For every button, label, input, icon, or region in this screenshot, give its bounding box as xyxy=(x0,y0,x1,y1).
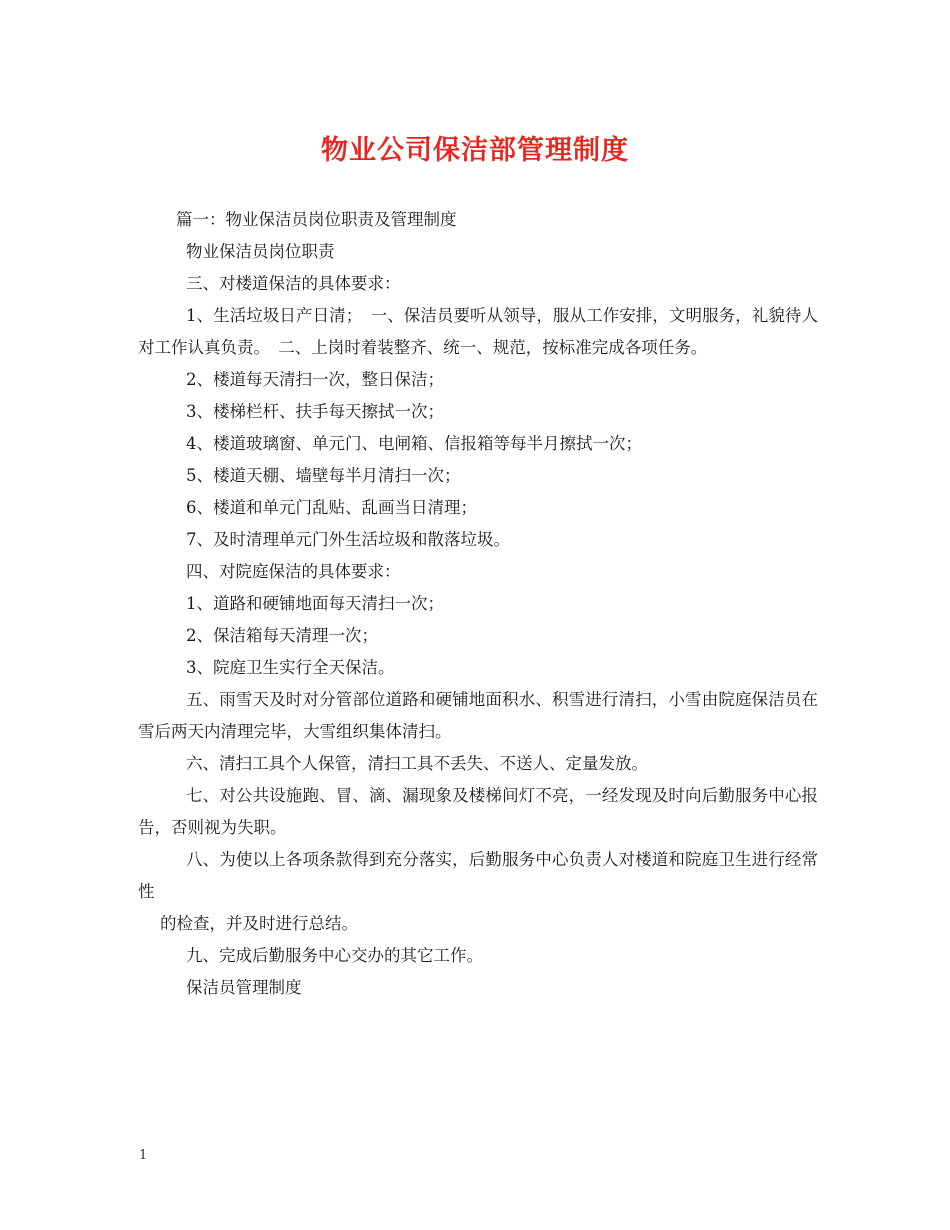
paragraph: 2、楼道每天清扫一次，整日保洁； xyxy=(186,370,444,389)
paragraph: 六、清扫工具个人保管，清扫工具不丢失、不送人、定量发放。 xyxy=(186,754,648,773)
paragraph: 5、楼道天棚、墙壁每半月清扫一次； xyxy=(186,466,461,485)
paragraph: 八、为使以上各项条款得到充分落实，后勤服务中心负责人对楼道和院庭卫生进行经常性 xyxy=(138,850,818,901)
paragraph: 的检查，并及时进行总结。 xyxy=(160,914,358,933)
paragraph: 7、及时清理单元门外生活垃圾和散落垃圾。 xyxy=(186,530,510,549)
page-number: 1 xyxy=(139,1148,148,1163)
paragraph: 七、对公共设施跑、冒、滴、漏现象及楼梯间灯不亮，一经发现及时向后勤服务中心报告，否则视为失职。 xyxy=(138,786,818,837)
paragraph: 1、道路和硬铺地面每天清扫一次； xyxy=(186,594,444,613)
subsection-heading: 保洁员管理制度 xyxy=(186,978,302,997)
paragraph: 三、对楼道保洁的具体要求： xyxy=(186,274,401,293)
paragraph: 五、雨雪天及时对分管部位道路和硬铺地面积水、积雪进行清扫，小雪由院庭保洁员在雪后两天内清理完毕，大雪组织集体清扫。 xyxy=(138,690,818,741)
paragraph: 2、保洁箱每天清理一次； xyxy=(186,626,378,645)
paragraph: 3、院庭卫生实行全天保洁。 xyxy=(186,658,395,677)
subsection-heading: 物业保洁员岗位职责 xyxy=(186,242,335,261)
paragraph: 4、楼道玻璃窗、单元门、电闸箱、信报箱等每半月擦拭一次； xyxy=(186,434,642,453)
document-body xyxy=(138,204,818,1004)
paragraph: 四、对院庭保洁的具体要求： xyxy=(186,562,401,581)
paragraph: 6、楼道和单元门乱贴、乱画当日清理； xyxy=(186,498,477,517)
document-title: 物业公司保洁部管理制度 xyxy=(321,135,629,166)
paragraph: 1、生活垃圾日产日清； 一、保洁员要听从领导，服从工作安排，文明服务，礼貌待人对工作认真负责。 二、上岗时着装整齐、统一、规范，按标准完成各项任务。 xyxy=(138,306,818,357)
section-heading: 篇一：物业保洁员岗位职责及管理制度 xyxy=(176,210,457,229)
paragraph: 九、完成后勤服务中心交办的其它工作。 xyxy=(186,946,483,965)
paragraph: 3、楼梯栏杆、扶手每天擦拭一次； xyxy=(186,402,444,421)
